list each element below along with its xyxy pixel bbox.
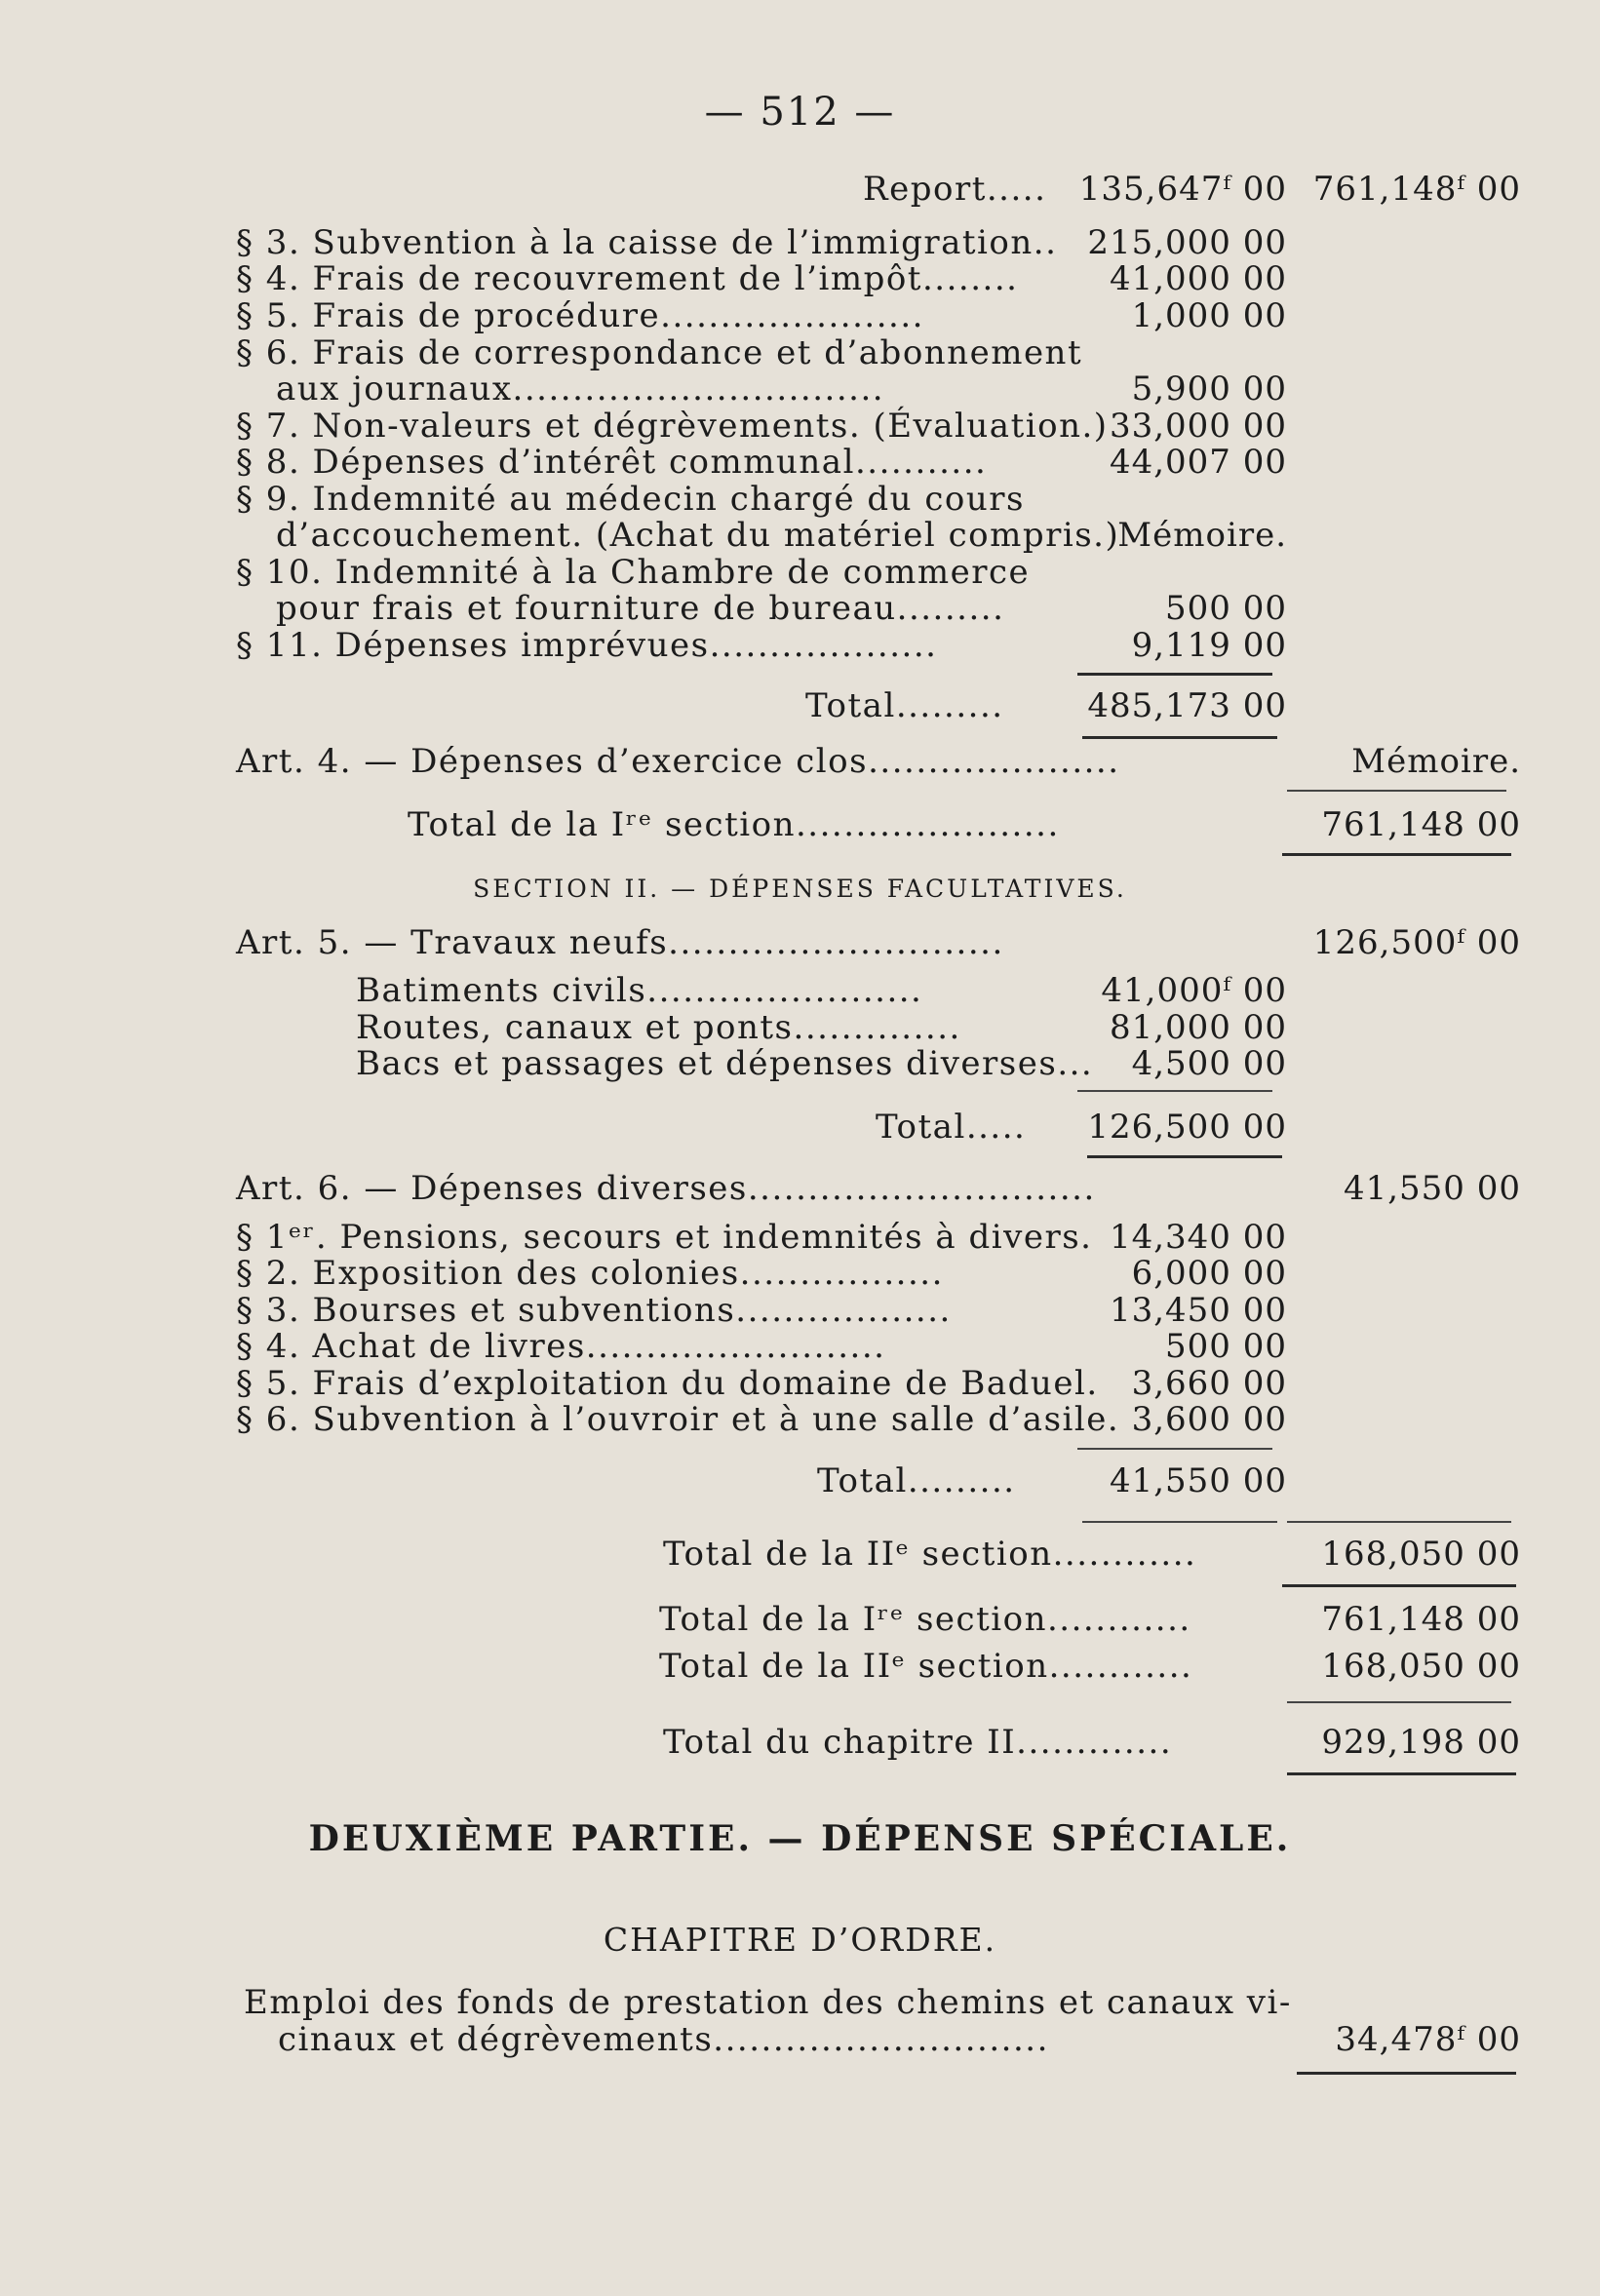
total-rule — [1287, 1772, 1516, 1775]
total-section-2-label: Total de la IIᵉ section............ — [663, 1535, 1197, 1574]
line-item-continued: aux journaux............................... — [276, 370, 885, 409]
subtotal-rule — [1077, 673, 1272, 676]
total-rule — [1082, 1521, 1277, 1523]
line-amount: 9,119 00 — [1131, 626, 1287, 665]
page-number: — 512 — — [704, 90, 896, 135]
recap-amount: 761,148 00 — [1321, 1600, 1521, 1639]
line-amount: 215,000 00 — [1087, 223, 1287, 262]
emploi-line-1: Emploi des fonds de prestation des chemins et canaux vi- — [244, 1983, 1292, 2022]
line-item: § 3. Subvention à la caisse de l’immigration.. — [236, 223, 1058, 262]
line-amount: 3,600 00 — [1131, 1400, 1287, 1439]
total-amount: 41,550 00 — [1109, 1461, 1287, 1500]
article-5-label: Art. 5. — Travaux neufs............................ — [236, 923, 1004, 962]
total-chapter-label: Total du chapitre II............. — [663, 1723, 1173, 1762]
rule — [1287, 1521, 1511, 1523]
article-5-amount: 126,500ᶠ 00 — [1312, 923, 1521, 962]
total-section-1-label: Total de la Iʳᵉ section...................... — [408, 805, 1060, 844]
total-label: Total..... — [876, 1108, 1027, 1147]
article-6-label: Art. 6. — Dépenses diverses............................. — [236, 1169, 1096, 1208]
total-rule — [1297, 2072, 1516, 2075]
article-4-label: Art. 4. — Dépenses d’exercice clos..................... — [236, 742, 1120, 781]
line-item: § 7. Non-valeurs et dégrèvements. (Évaluation.) — [236, 407, 1109, 446]
emploi-amount: 34,478ᶠ 00 — [1335, 2020, 1521, 2059]
report-amount-2: 761,148ᶠ 00 — [1312, 170, 1521, 209]
line-item: Routes, canaux et ponts.............. — [356, 1008, 961, 1047]
line-item: § 11. Dépenses imprévues................... — [236, 626, 938, 665]
line-amount: 500 00 — [1165, 1327, 1287, 1366]
line-amount: 14,340 00 — [1109, 1218, 1287, 1257]
total-section-2-amount: 168,050 00 — [1321, 1535, 1521, 1574]
article-4-amount: Mémoire. — [1351, 742, 1521, 781]
line-item-continued: d’accouchement. (Achat du matériel compris.) — [276, 516, 1120, 555]
total-amount: 485,173 00 — [1087, 686, 1287, 725]
line-item: § 5. Frais de procédure...................... — [236, 296, 924, 335]
subtotal-rule — [1077, 1090, 1272, 1092]
line-amount: 41,000 00 — [1109, 259, 1287, 298]
total-section-1-amount: 761,148 00 — [1321, 805, 1521, 844]
total-chapter-amount: 929,198 00 — [1321, 1723, 1521, 1762]
section-heading: SECTION II. — DÉPENSES FACULTATIVES. — [473, 875, 1127, 903]
total-rule — [1087, 1155, 1282, 1158]
line-item: § 3. Bourses et subventions.................. — [236, 1291, 952, 1330]
total-rule — [1282, 1584, 1516, 1587]
line-item: § 2. Exposition des colonies................. — [236, 1254, 944, 1293]
line-item: § 1ᵉʳ. Pensions, secours et indemnités à divers. — [236, 1218, 1093, 1257]
line-item: Bacs et passages et dépenses diverses... — [356, 1044, 1094, 1083]
line-item: § 10. Indemnité à la Chambre de commerce — [236, 553, 1031, 592]
rule — [1287, 1701, 1511, 1703]
line-amount: 13,450 00 — [1109, 1291, 1287, 1330]
line-item: Batiments civils....................... — [356, 971, 923, 1010]
line-amount: 81,000 00 — [1109, 1008, 1287, 1047]
subtotal-rule — [1077, 1448, 1272, 1450]
part-heading: DEUXIÈME PARTIE. — DÉPENSE SPÉCIALE. — [308, 1818, 1292, 1859]
line-item: § 6. Subvention à l’ouvroir et à une salle d’asile. — [236, 1400, 1120, 1439]
total-amount: 126,500 00 — [1087, 1108, 1287, 1147]
line-amount: Mémoire. — [1117, 516, 1287, 555]
line-item: § 6. Frais de correspondance et d’abonnement — [236, 333, 1083, 372]
line-item: § 4. Achat de livres......................... — [236, 1327, 886, 1366]
line-amount: 6,000 00 — [1131, 1254, 1287, 1293]
line-amount: 1,000 00 — [1131, 296, 1287, 335]
chapter-heading: CHAPITRE D’ORDRE. — [603, 1921, 997, 1959]
article-6-amount: 41,550 00 — [1343, 1169, 1521, 1208]
line-amount: 5,900 00 — [1131, 370, 1287, 409]
line-amount: 3,660 00 — [1131, 1364, 1287, 1403]
total-label: Total......... — [805, 686, 1004, 725]
recap-label: Total de la IIᵉ section............ — [659, 1647, 1193, 1686]
line-amount: 33,000 00 — [1109, 407, 1287, 446]
total-rule — [1082, 736, 1277, 739]
emploi-line-2: cinaux et dégrèvements............................ — [278, 2020, 1049, 2059]
total-label: Total......... — [817, 1461, 1016, 1500]
line-item: § 8. Dépenses d’intérêt communal........... — [236, 443, 988, 482]
line-item: § 9. Indemnité au médecin chargé du cours — [236, 480, 1025, 519]
line-item: § 5. Frais d’exploitation du domaine de Baduel. — [236, 1364, 1099, 1403]
recap-amount: 168,050 00 — [1321, 1647, 1521, 1686]
line-amount: 500 00 — [1165, 589, 1287, 628]
line-item-continued: pour frais et fourniture de bureau......... — [276, 589, 1005, 628]
line-amount: 44,007 00 — [1109, 443, 1287, 482]
recap-label: Total de la Iʳᵉ section............ — [659, 1600, 1191, 1639]
report-label: Report..... — [863, 170, 1047, 209]
rule — [1287, 790, 1506, 792]
report-amount-1: 135,647ᶠ 00 — [1078, 170, 1287, 209]
total-rule — [1282, 853, 1511, 856]
line-amount: 4,500 00 — [1131, 1044, 1287, 1083]
line-amount: 41,000ᶠ 00 — [1101, 971, 1287, 1010]
line-item: § 4. Frais de recouvrement de l’impôt........ — [236, 259, 1019, 298]
